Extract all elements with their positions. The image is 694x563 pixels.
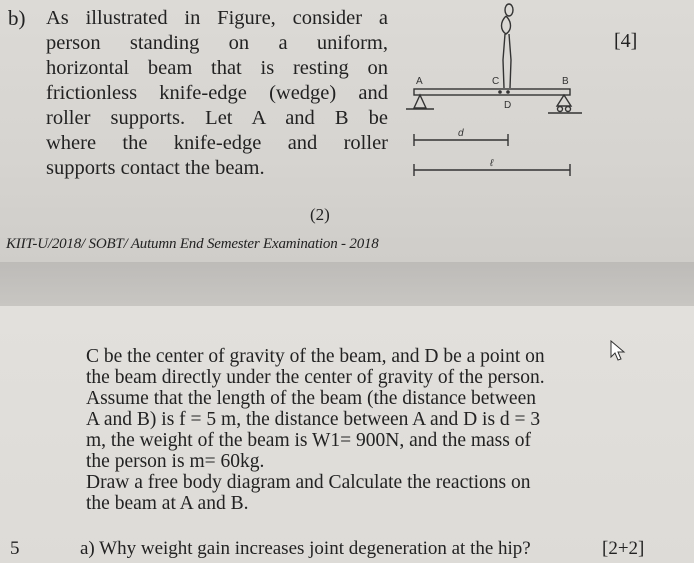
continuation-line: A and B) is f = 5 m, the distance between A and D is d = 3	[86, 409, 541, 430]
question-b-text	[46, 6, 388, 181]
knife-edge-support	[414, 95, 426, 108]
label-b: B	[562, 76, 569, 87]
point-c-marker	[498, 90, 502, 94]
label-dim-l: ℓ	[490, 158, 494, 169]
question-5-number: 5	[10, 538, 20, 559]
continuation-line: the person is m= 60kg.	[86, 451, 265, 472]
continuation-text	[86, 346, 606, 514]
mouse-cursor-icon	[610, 340, 626, 362]
continuation-line: m, the weight of the beam is W1= 900N, and the mass of	[86, 430, 531, 451]
page-gap	[0, 262, 694, 306]
label-dim-d: d	[458, 128, 464, 139]
label-c: C	[492, 76, 500, 87]
question-b-line: As illustrated in Figure, consider a	[46, 7, 388, 29]
person-legs	[503, 34, 511, 88]
continuation-line: C be the center of gravity of the beam, and D be a point on	[86, 346, 545, 367]
continuation-line: Draw a free body diagram and Calculate the reactions on	[86, 472, 531, 493]
question-5-marks: [2+2]	[602, 538, 645, 559]
person-head	[505, 4, 513, 16]
question-b-line: person standing on a uniform,	[46, 32, 388, 54]
question-b-marks: [4]	[614, 30, 638, 52]
label-d: D	[504, 100, 512, 111]
person-body	[502, 16, 511, 34]
question-b-line: supports contact the beam.	[46, 157, 265, 179]
continuation-line: the beam directly under the center of gravity of the person.	[86, 367, 545, 388]
question-5-text: a) Why weight gain increases joint degeneration at the hip?	[80, 538, 531, 559]
label-a: A	[416, 76, 423, 87]
question-b-line: horizontal beam that is resting on	[46, 57, 388, 79]
question-b-line: where the knife-edge and roller	[46, 132, 388, 154]
point-d-marker	[506, 90, 510, 94]
continuation-line: the beam at A and B.	[86, 493, 249, 514]
roller-support	[557, 95, 571, 106]
continuation-line: Assume that the length of the beam (the distance between	[86, 388, 536, 409]
question-b-line: frictionless knife-edge (wedge) and	[46, 82, 388, 104]
page-number: (2)	[310, 205, 330, 224]
beam-figure	[400, 0, 600, 190]
question-b-line: roller supports. Let A and B be	[46, 107, 388, 129]
beam	[414, 89, 570, 95]
page-footer: KIIT-U/2018/ SOBT/ Autumn End Semester Examination - 2018	[6, 236, 379, 252]
question-b-label: b)	[8, 6, 26, 30]
